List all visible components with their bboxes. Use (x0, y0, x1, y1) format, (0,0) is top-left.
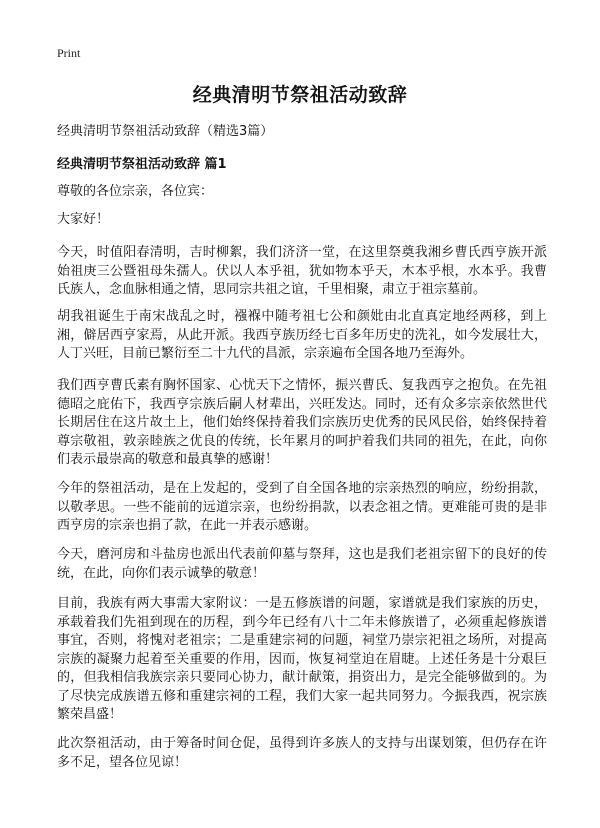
paragraph-3: 我们西亨曹氏素有胸怀国家、心忧天下之情怀，振兴曹氏、复我西亨之抱负。在先祖德昭之庇佑下，我西亨宗族后嗣人材辈出，兴旺发达。同时，还有众多宗亲依然世代长期居住在这片故土上，他们始终保持着我们宗族历史优秀的民风民俗，始终保持着尊宗敬祖，敦亲睦族之优良的传统，长年累月的呵护着我们共同的祖先，在此，向你们表示最崇高的敬意和最真挚的感谢！ (57, 378, 547, 467)
paragraph-1: 今天，时值阳春清明，吉时柳絮，我们济济一堂，在这里祭奠我湘乡曹氏西亨族开派始祖庚三公暨祖母朱孺人。伏以人本乎祖，犹如物本乎天，木本乎根，水本乎。我曹氏族人，念血脉相通之情，思同宗共祖之谊，千里相聚，肃立于祖宗墓前。 (57, 245, 547, 297)
paragraph-4: 今年的祭祖活动，是在上发起的，受到了自全国各地的宗亲热烈的响应，纷纷捐款，以敬孝思。一些不能前的远道宗亲，也纷纷捐款，以表念祖之情。更难能可贵的是非西亨房的宗亲也捐了款，在此一并表示感谢。 (57, 481, 547, 533)
section-heading: 经典清明节祭祖活动致辞 篇1 (57, 157, 227, 172)
paragraph-6: 目前，我族有两大事需大家附议：一是五修族谱的问题，家谱就是我们家族的历史，承载着我们先祖到现在的历程，到今年已经有八十二年未修族谱了，必须重起修族谱事宜，否则，将愧对老祖宗；二是重建宗祠的问题，祠堂乃崇宗祀祖之场所，对提高宗族的凝聚力起着至关重要的作用，因而，恢复祠堂迫在眉睫。上述任务是十分艰巨的，但我相信我族宗亲只要同心协力，献计献策，捐资出力，是完全能够做到的。为了尽快完成族谱五修和重建宗祠的工程，我们大家一起共同努力。今振我西，祝宗族繁荣昌盛！ (57, 596, 547, 722)
document-subtitle: 经典清明节祭祖活动致辞（精选3篇） (57, 124, 274, 139)
paragraph-2: 胡我祖诞生于南宋战乱之时，襁褓中随考祖七公和颜妣由北直真定地经两移，到上湘，僻居西亨家焉，从此开派。我西亨族历经七百多年历史的洗礼，如今发展壮大，人丁兴旺，目前已繁衍至二十九代的昌派，宗亲遍布全国各地乃至海外。 (57, 309, 547, 361)
paragraph-7: 此次祭祖活动，由于筹备时间仓促，虽得到许多族人的支持与出谋划策，但仍存在许多不足，望各位见谅！ (57, 736, 547, 770)
page-title: 经典清明节祭祖活动致辞 (192, 84, 408, 106)
print-link[interactable]: Print (57, 46, 81, 60)
paragraph-greeting: 尊敬的各位宗亲，各位宾： (57, 184, 214, 199)
paragraph-hello: 大家好！ (57, 212, 110, 227)
paragraph-5: 今天，磨河房和斗盐房也派出代表前仰墓与祭拜，这也是我们老祖宗留下的良好的传统，在此，向你们表示诚挚的敬意！ (57, 547, 547, 581)
